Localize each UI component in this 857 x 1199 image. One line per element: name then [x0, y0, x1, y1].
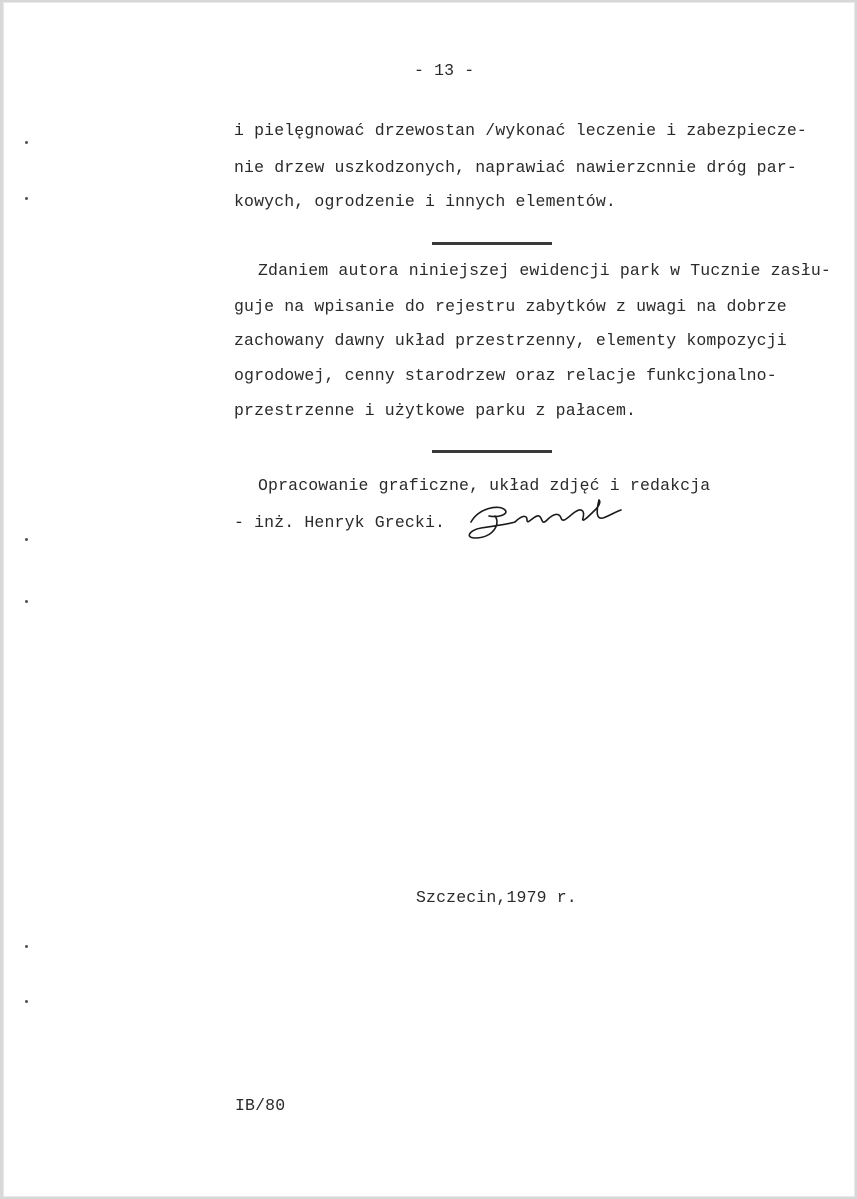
- credits-line-2: - inż. Henryk Grecki.: [234, 513, 446, 532]
- credits-line-1: Opracowanie graficzne, układ zdjęć i redakcja: [258, 476, 711, 495]
- paragraph-2-line-5: przestrzenne i użytkowe parku z pałacem.: [234, 401, 637, 420]
- document-page: [3, 2, 855, 1197]
- paragraph-2-line-2: guje na wpisanie do rejestru zabytków z uwagi na dobrze: [234, 297, 787, 316]
- page-number: - 13 -: [414, 61, 475, 80]
- paragraph-2-line-1: Zdaniem autora niniejszej ewidencji park w Tucznie zasłu-: [258, 261, 831, 280]
- paragraph-1-line-2: nie drzew uszkodzonych, naprawiać nawierzcnnie dróg par-: [234, 158, 797, 177]
- section-divider: [432, 450, 552, 453]
- paragraph-2-line-4: ogrodowej, cenny starodrzew oraz relacje funkcjonalno-: [234, 366, 777, 385]
- margin-mark: [25, 600, 28, 603]
- handwritten-signature: [465, 498, 625, 544]
- margin-mark: [25, 1000, 28, 1003]
- paragraph-1-line-1: i pielęgnować drzewostan /wykonać leczenie i zabezpiecze-: [234, 121, 807, 140]
- paragraph-1-line-3: kowych, ogrodzenie i innych elementów.: [234, 192, 616, 211]
- place-date: Szczecin,1979 r.: [416, 888, 577, 907]
- margin-mark: [25, 197, 28, 200]
- margin-mark: [25, 945, 28, 948]
- document-code: IB/80: [235, 1096, 286, 1115]
- margin-mark: [25, 538, 28, 541]
- section-divider: [432, 242, 552, 245]
- margin-mark: [25, 141, 28, 144]
- paragraph-2-line-3: zachowany dawny układ przestrzenny, elementy kompozycji: [234, 331, 787, 350]
